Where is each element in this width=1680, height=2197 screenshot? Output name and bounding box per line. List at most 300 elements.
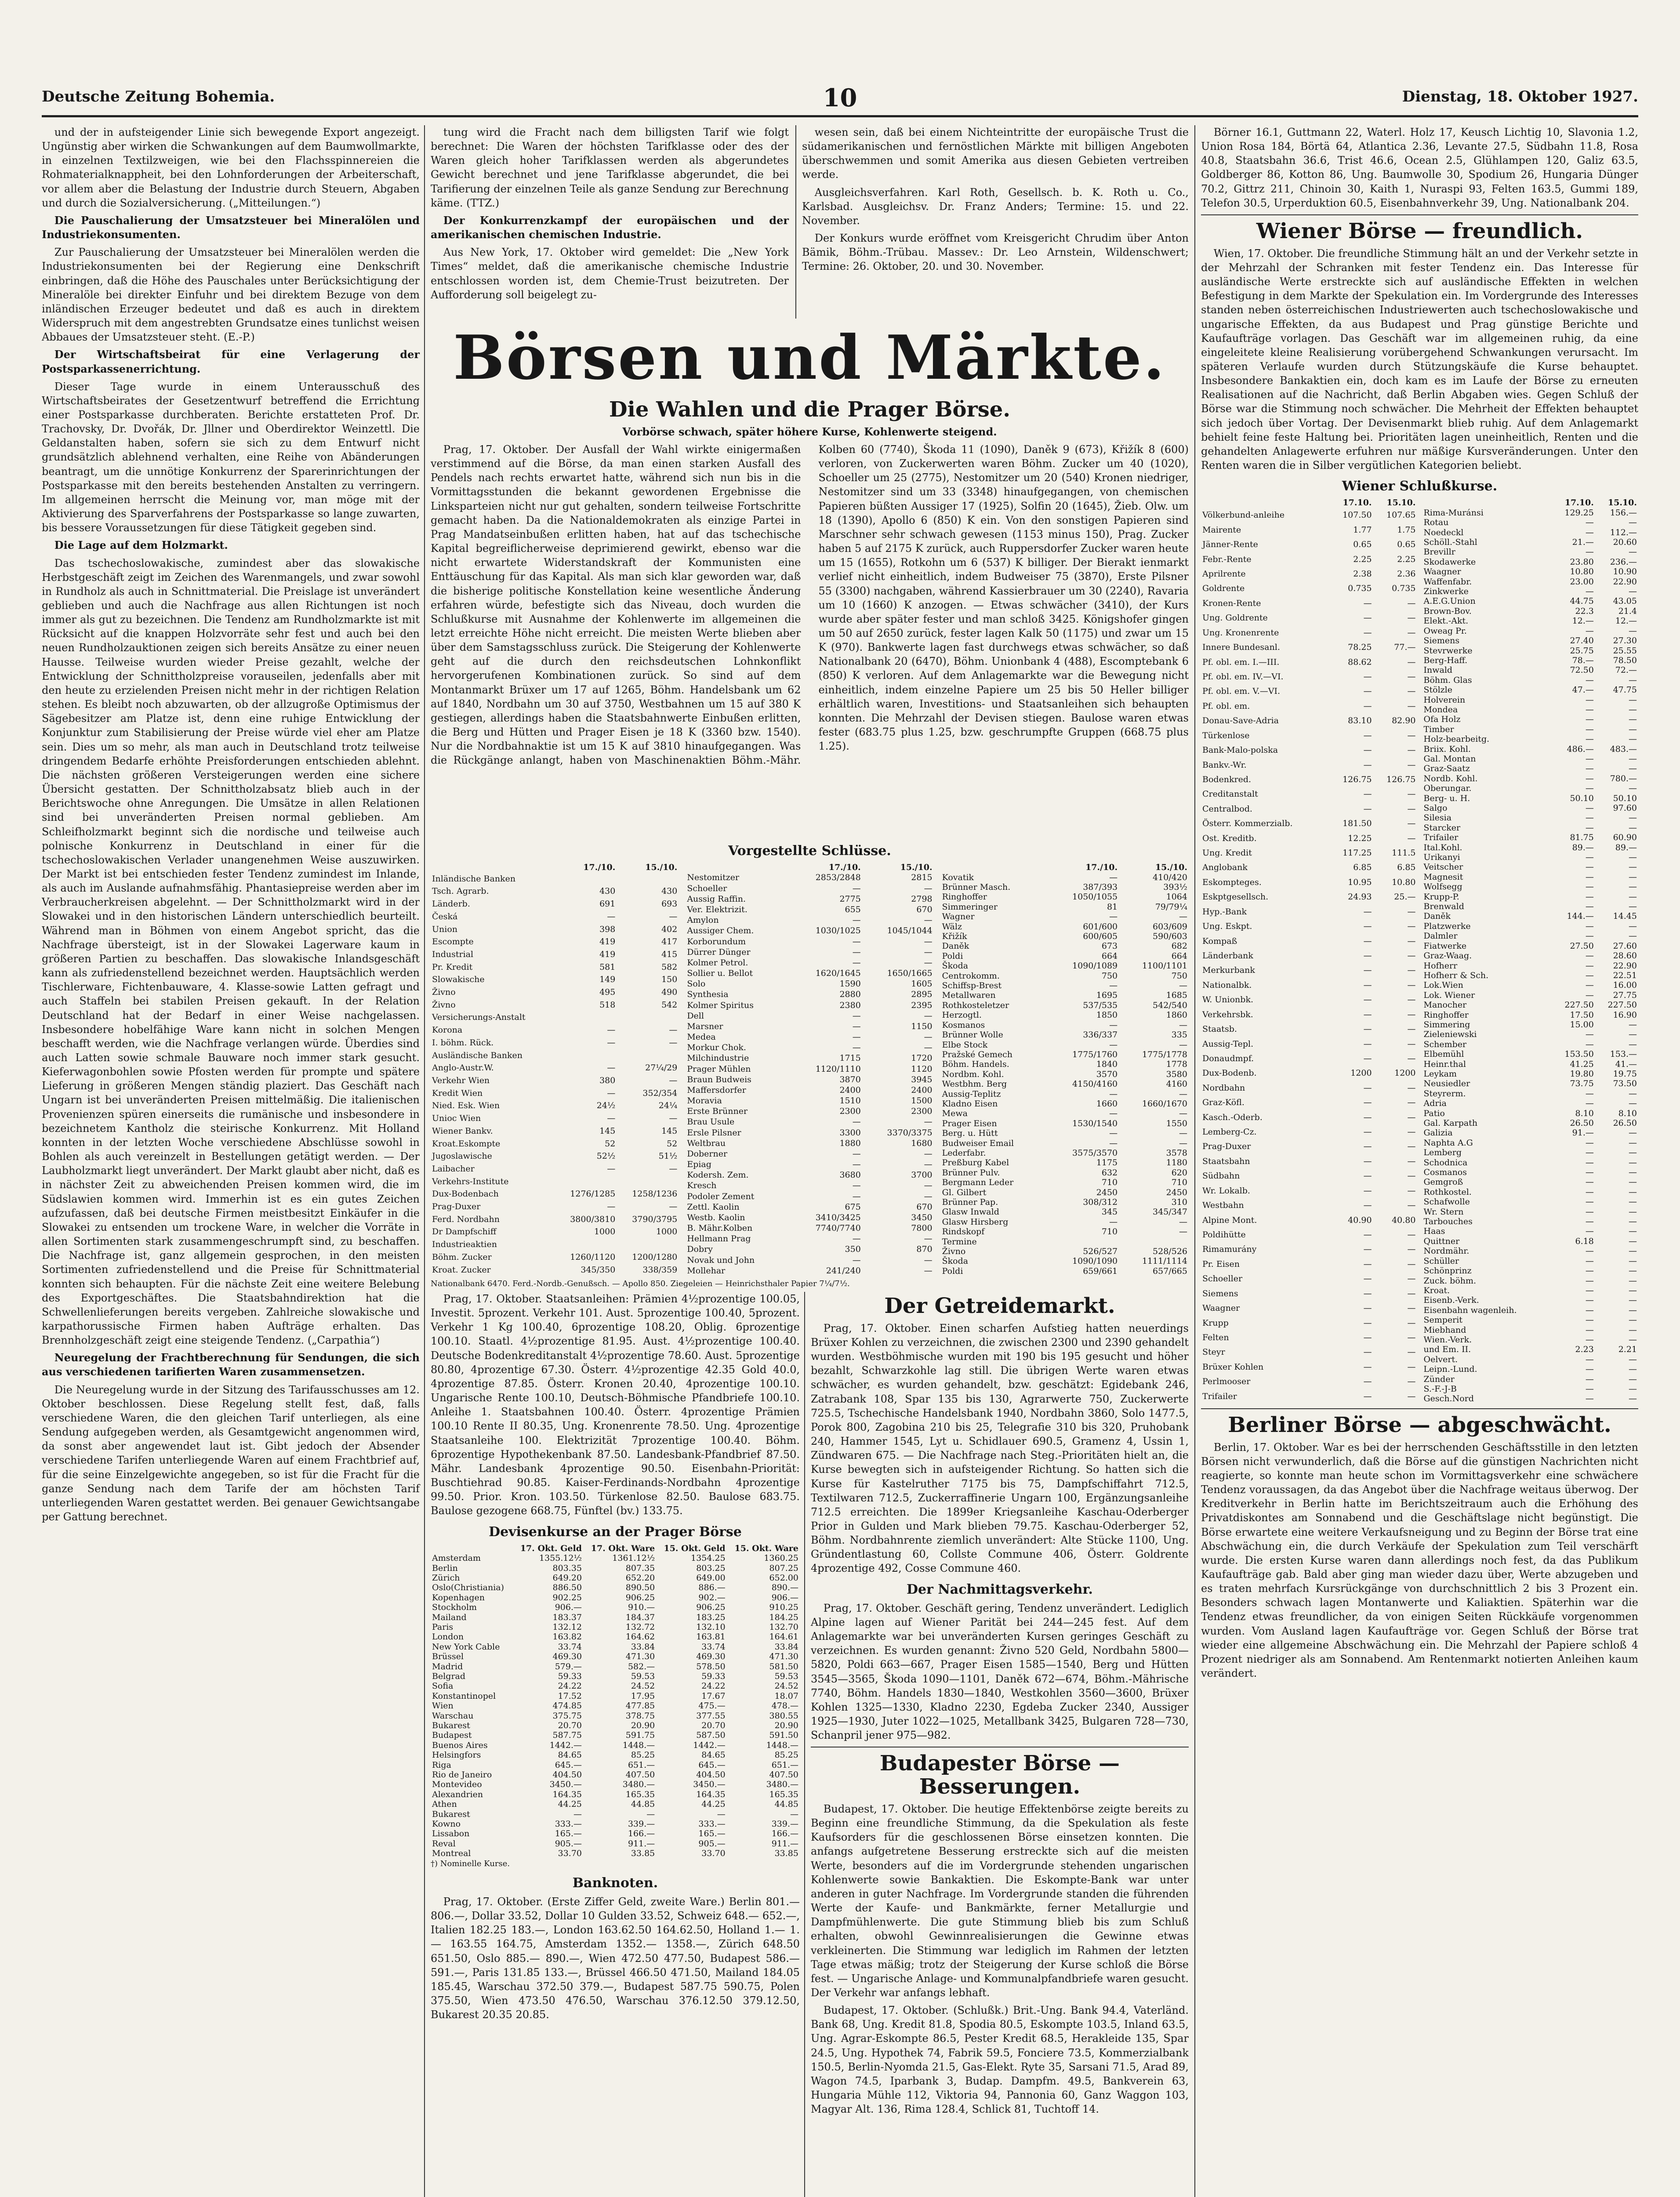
- table-cell: Česká: [432, 911, 458, 921]
- article-text: Börner 16.1, Guttmann 22, Waterl. Holz 17, Keusch Lichtig 10, Slavonia 1.2, Union Rosa 184, Börtä 64, Atlantica 2.36, Levante 27.5, Südbahn 11.8, Rosa 40.8, Staatsbahn 36.6, Trist 46.6, Ocean 2.5, Glühlampen 120, Galiz 63.5, Goldberger 86, Kotton 86, Ung. Baumwolle 30, Spodium 26, Hungaria Dünger 70.2, Gittrz 211, Chinoin 30, Kaith 1, Nuraspi 93, Felten 163.5, Gummi 189, Telefon 30.5, Urperduktion 60.5, Eisenbahnverkehr 39, Ung. Nationalbank 204.: [1201, 126, 1638, 209]
- table-cell: Gesch.Nord: [1423, 1394, 1474, 1404]
- table-cell: —: [852, 1234, 861, 1244]
- devisen-row: [431, 1849, 800, 1858]
- table-cell: 632: [1101, 1167, 1118, 1178]
- table-cell: Kasch.-Oderb.: [1202, 1112, 1263, 1122]
- table-cell: Waffenfabr.: [1423, 576, 1472, 587]
- wien-row: [1422, 1158, 1639, 1167]
- table-cell: Pf. obl. em. IV.—VI.: [1202, 671, 1284, 682]
- wien-row: [1201, 1301, 1417, 1316]
- table-cell: Kovatik: [942, 872, 974, 882]
- wien-row: [1422, 1236, 1639, 1246]
- issue-date: Dienstag, 18. Oktober 1927.: [1402, 88, 1638, 105]
- schluss-row: [686, 1244, 933, 1255]
- schluss-row: [686, 1233, 933, 1244]
- table-cell: Novak und John: [687, 1255, 755, 1265]
- table-cell: 24.93: [1348, 892, 1372, 902]
- table-cell: —: [1629, 1364, 1637, 1374]
- table-cell: Siemens: [1202, 1288, 1238, 1298]
- wien-row: [1201, 1360, 1417, 1374]
- devisen-section: [431, 1292, 800, 2197]
- table-cell: 1200/1280: [632, 1252, 678, 1262]
- table-cell: —: [1407, 980, 1416, 990]
- table-cell: —: [1585, 754, 1594, 764]
- table-cell: 1180: [1166, 1158, 1187, 1168]
- wien-row: [1201, 699, 1417, 713]
- table-cell: 911.—: [628, 1838, 655, 1849]
- table-cell: Korborundum: [687, 936, 746, 946]
- table-cell: —: [1407, 1332, 1416, 1342]
- table-cell: —: [1585, 1256, 1594, 1266]
- table-cell: 10.80: [1392, 877, 1416, 887]
- table-cell: 404.50: [552, 1770, 582, 1780]
- table-cell: 150: [661, 975, 678, 985]
- table-cell: 1685: [1166, 990, 1187, 1001]
- table-cell: —: [669, 1075, 678, 1085]
- wien-row: [1422, 892, 1639, 902]
- schluss-row: [431, 1037, 679, 1049]
- table-cell: 526/527: [1083, 1247, 1118, 1257]
- table-cell: —: [1585, 734, 1594, 744]
- table-cell: —: [669, 1037, 678, 1048]
- table-cell: Riga: [432, 1760, 451, 1770]
- schluss-row: [431, 1112, 679, 1125]
- table-cell: Pf. obl. em. V.—VI.: [1202, 686, 1281, 696]
- table-cell: 906.25: [696, 1602, 726, 1613]
- schluss-row: [431, 973, 679, 986]
- table-cell: Ost. Kreditb.: [1202, 833, 1257, 843]
- table-cell: —: [1585, 1207, 1594, 1217]
- table-cell: —: [1109, 1109, 1118, 1119]
- table-cell: 1695: [1096, 990, 1118, 1001]
- table-cell: 1.75: [1397, 525, 1416, 535]
- table-cell: —: [1407, 1024, 1416, 1034]
- table-cell: Brevillr: [1423, 547, 1455, 557]
- schluss-row: [431, 910, 679, 923]
- table-cell: 1442.—: [693, 1740, 726, 1750]
- table-cell: Anglobank: [1202, 863, 1248, 873]
- table-cell: —: [1363, 1303, 1372, 1313]
- table-cell: Länderb.: [432, 899, 470, 909]
- table-cell: Waagner: [1423, 567, 1461, 577]
- table-cell: —: [852, 915, 861, 925]
- table-cell: 911.—: [771, 1838, 798, 1849]
- table-cell: —: [1629, 1325, 1637, 1335]
- table-cell: 33.84: [631, 1642, 655, 1652]
- table-cell: 1850: [1096, 1010, 1118, 1020]
- table-cell: 40.90: [1348, 1215, 1372, 1225]
- wien-row: [1422, 1355, 1639, 1364]
- table-cell: 25.—: [1394, 892, 1416, 902]
- table-cell: Unioc Wien: [432, 1113, 481, 1124]
- table-cell: —: [669, 1113, 678, 1124]
- table-cell: [617, 1011, 679, 1024]
- wien-row: [1422, 813, 1639, 823]
- table-cell: Donaudmpf.: [1202, 1053, 1254, 1063]
- table-cell: [1049, 1237, 1119, 1247]
- table-cell: 6.85: [1353, 863, 1372, 873]
- wien-row: [1422, 577, 1639, 587]
- table-cell: —: [607, 1202, 616, 1212]
- table-cell: 3580: [1166, 1069, 1187, 1079]
- table-cell: Brünner Pap.: [942, 1197, 998, 1207]
- table-cell: —: [1585, 1138, 1594, 1148]
- table-cell: 419: [599, 937, 616, 947]
- table-cell: Daněk: [1423, 911, 1451, 921]
- wien-row: [1422, 1384, 1639, 1394]
- table-cell: Oslo(Christiania): [432, 1583, 504, 1593]
- wien-row: [1422, 1345, 1639, 1354]
- wien-row: [1422, 1000, 1639, 1010]
- table-cell: 97.60: [1613, 803, 1637, 813]
- devisen-row: [431, 1770, 800, 1780]
- wien-row: [1422, 754, 1639, 764]
- table-cell: 603/609: [1153, 921, 1187, 932]
- table-cell: 2798: [911, 894, 933, 904]
- table-cell: W. Unionbk.: [1202, 995, 1254, 1005]
- table-cell: Semperit: [1423, 1315, 1462, 1325]
- table-cell: —: [1407, 671, 1416, 682]
- table-cell: Zettl. Kaolin: [687, 1202, 740, 1212]
- table-cell: —: [1363, 1112, 1372, 1122]
- table-cell: 2880: [839, 990, 861, 1000]
- table-cell: Nordb. Kohl.: [1423, 773, 1478, 783]
- table-cell: Nied. Esk. Wien: [432, 1101, 500, 1111]
- table-cell: 59.53: [631, 1671, 655, 1681]
- devisen-row: [431, 1829, 800, 1838]
- wien-row: [1201, 1066, 1417, 1080]
- schluss-row: [431, 961, 679, 974]
- table-cell: 132.10: [696, 1622, 726, 1632]
- wien-row: [1422, 1089, 1639, 1098]
- table-cell: —: [1407, 1274, 1416, 1284]
- schluss-row: [686, 1074, 933, 1085]
- table-cell: Daněk: [942, 941, 969, 951]
- table-cell: 333.—: [555, 1819, 582, 1829]
- table-cell: 3700: [911, 1170, 933, 1180]
- wien-row: [1422, 941, 1639, 951]
- schluss-row: [686, 1117, 933, 1128]
- table-cell: Elbemühl: [1423, 1049, 1464, 1059]
- table-cell: 780.—: [1610, 773, 1637, 783]
- wien-row: [1201, 948, 1417, 963]
- schluss-row: [941, 1266, 1189, 1276]
- table-cell: Waagner: [1202, 1303, 1240, 1313]
- table-cell: Lemberg: [1423, 1148, 1462, 1158]
- table-cell: —: [1585, 1217, 1594, 1227]
- table-cell: 380.55: [769, 1711, 798, 1721]
- article-heading: Die Lage auf dem Holzmarkt.: [54, 539, 228, 552]
- table-cell: —: [1585, 1148, 1594, 1158]
- table-cell: —: [1179, 1128, 1187, 1138]
- table-cell: Aussig-Tepl.: [1202, 1039, 1254, 1049]
- table-cell: —: [1629, 1138, 1637, 1148]
- table-cell: 906.—: [771, 1592, 798, 1602]
- table-cell: Ver. Elektrizit.: [687, 904, 747, 914]
- wien-row: [1422, 1335, 1639, 1345]
- page-header: [42, 83, 1638, 110]
- table-cell: Aussiger Chem.: [687, 926, 754, 936]
- table-cell: 1500: [911, 1096, 933, 1106]
- table-cell: —: [1585, 547, 1594, 557]
- table-cell: 620: [1171, 1167, 1187, 1178]
- table-cell: 82.90: [1392, 716, 1416, 726]
- table-cell: Zürich: [432, 1573, 460, 1583]
- table-cell: 78.—: [1572, 655, 1594, 665]
- article-text: Zur Pauschalierung der Umsatzsteuer bei Mineralölen werden die Industriekonsumenten bei der Regierung eine Denkschrift einbringen, daß die Höhe des Pauschales unter Berücksichtigung der Mineralöle bei direkter Einfuhr und bei direktem Bezuge von dem inländischen Erzeuger bedeutet und daß es auch in direktem Widerspruch mit dem angestrebten Grundsatze eines tunlichst weisen Abbaues der Umsatzsteuer steht. (E.-P.): [42, 246, 420, 344]
- table-cell: Jänner-Rente: [1202, 540, 1258, 550]
- wien-row: [1422, 1098, 1639, 1108]
- table-cell: Mewa: [942, 1109, 968, 1119]
- table-cell: —: [1629, 783, 1637, 794]
- table-cell: —: [1585, 626, 1594, 636]
- schluss-row: [431, 1062, 679, 1074]
- table-cell: 902.25: [552, 1592, 582, 1602]
- table-cell: 2380: [839, 1000, 861, 1010]
- table-cell: 890.—: [771, 1583, 798, 1593]
- wien-row: [1201, 860, 1417, 875]
- table-cell: 407.50: [769, 1770, 798, 1780]
- wien-row: [1422, 794, 1639, 803]
- wien-row: [1422, 1374, 1639, 1384]
- wien-row: [1201, 1242, 1417, 1257]
- table-cell: —: [1407, 701, 1416, 711]
- table-cell: 664: [1101, 951, 1118, 961]
- table-cell: 3480.—: [766, 1780, 798, 1790]
- table-cell: 153.50: [1564, 1049, 1594, 1059]
- table-cell: —: [1629, 1148, 1637, 1158]
- table-cell: —: [1363, 745, 1372, 755]
- table-cell: Ferd. Nordbahn: [432, 1214, 500, 1224]
- table-cell: —: [1585, 1088, 1594, 1098]
- table-cell: 126.75: [1386, 774, 1416, 784]
- table-cell: Westbhm. Berg: [942, 1079, 1007, 1089]
- table-cell: Inländische Banken: [432, 874, 516, 884]
- article-text: Berlin, 17. Oktober. War es bei der herrschenden Geschäftsstille in den letzten Börsen nicht verwunderlich, daß die Börse auf die günstigen Nachrichten nicht reagierte, so konnte man heute schon im Vormittagsverkehr eine schwächere Tendenz voraussagen, da das Angebot über die Nachfrage weitaus überwog. Der Kreditverkehr in Berlin hatte im Berichtszeitraum auch die Erhöhung des Privatdiskontes am Sonnabend und die Geschäftslage nicht begünstigt. Die Börse erwartete eine weitere Verkaufsneigung und zu Beginn der Börse trat eine Abschwächung ein, die durch Verkäufe der Spekulation zum Teil verschärft wurde. Die ersten Kurse waren dann allerdings noch fest, da das Publikum Kaufaufträge gab. Bald aber ging man wieder dazu über, Werte abzugeben und es traten mehrfach Kursrückgänge von durchschnittlich 2 bis 3 Prozent ein. Besonders schwach lagen Montanwerte und Kaliaktien. Späterhin war die Tendenz etwas freundlicher, da von einigen Seiten Rückkäufe vorgenommen wurden. Vom Ausland lagen Kaufaufträge vor. Gegen Schluß der Börse trat wieder eine allgemeine Abschwächung ein. Die Mehrzahl der Papiere schloß 4 Prozent niedriger als am Sonnabend. Am Rentenmarkt notierten Anleihen kaum verändert.: [1201, 1441, 1638, 1680]
- wien-row: [1422, 1246, 1639, 1256]
- table-cell: Veitscher: [1423, 862, 1463, 872]
- table-cell: 12.—: [1615, 616, 1637, 626]
- table-cell: Österr. Kommerzialb.: [1202, 819, 1293, 829]
- table-cell: 20.90: [631, 1721, 655, 1730]
- table-cell: Centrokomm.: [942, 971, 1000, 981]
- wien-row: [1422, 990, 1639, 1000]
- wien-row: [1422, 646, 1639, 656]
- wien-row: [1422, 636, 1639, 645]
- table-cell: Mairente: [1202, 525, 1241, 535]
- table-cell: —: [790, 1809, 798, 1819]
- table-cell: Kroat.: [1423, 1285, 1450, 1295]
- schluss-row: [941, 951, 1189, 961]
- table-cell: Mondea: [1423, 704, 1458, 714]
- wien-row: [1201, 904, 1417, 919]
- table-cell: 657/665: [1153, 1266, 1187, 1276]
- table-cell: 910.25: [769, 1602, 798, 1613]
- table-cell: —: [1407, 1391, 1416, 1401]
- table-cell: —: [852, 1160, 861, 1170]
- wien-row: [1422, 567, 1639, 576]
- schluss-row: [941, 1168, 1189, 1178]
- table-cell: Oweag Pr.: [1423, 626, 1467, 636]
- table-cell: —: [924, 1160, 933, 1170]
- wien-row: [1201, 919, 1417, 934]
- table-cell: —: [1629, 1177, 1637, 1187]
- wien-row: [1422, 1187, 1639, 1197]
- table-cell: —: [1363, 613, 1372, 623]
- table-cell: 17.52: [558, 1691, 582, 1701]
- table-title: Vorgestellte Schlüsse.: [728, 843, 891, 859]
- table-cell: —: [852, 1117, 861, 1127]
- table-cell: Adria: [1423, 1098, 1447, 1109]
- wien-row: [1201, 801, 1417, 816]
- table-cell: Wr. Stern: [1423, 1207, 1464, 1217]
- table-cell: —: [1407, 1127, 1416, 1137]
- schluss-row: [686, 1095, 933, 1106]
- wien-row: [1422, 1069, 1639, 1079]
- wien-row: [1422, 685, 1639, 695]
- article-text: Ausgleichsverfahren. Karl Roth, Gesellsch. b. K. Roth u. Co., Karlsbad. Ausgleichsv. Dr. Franz Anders; Termine: 15. und 22. November.: [802, 186, 1189, 227]
- table-cell: 24.22: [701, 1681, 726, 1691]
- article-title: Der Getreidemarkt.: [884, 1294, 1115, 1318]
- wien-row: [1422, 1325, 1639, 1335]
- table-cell: New York Cable: [432, 1642, 500, 1652]
- table-cell: Paris: [432, 1622, 454, 1632]
- table-cell: 807.25: [769, 1563, 798, 1573]
- table-cell: 112.—: [1610, 527, 1637, 537]
- table-cell: —: [607, 911, 616, 921]
- table-cell: —: [1585, 783, 1594, 794]
- schluss-table-left: 17./10. 15./10. Inländische Banken Tsch. Agrarb. 430 430 Länderb. 691 693 Česká — — Union 398 402 Escompte 419 417 Industrial 419 415 Pr. Kredit 581 582 Slowakische 149 150 Živno 495 490 Živno 518 542 Versicherungs-Anstalt Korona — — I. böhm. Rück. — — Ausländische Banken Anglo-Austr.W. — 27¼/29 Verkehr Wien 380 — Kredit Wien — 352/354 Nied. Esk. Wien 24½ 24¼ Unioc Wien — — Wiener Bankv. 145 145 Kroat.Eskompte 52 52 Jugoslawische 52½ 51½ Laibacher — — Verkehrs-Institute Dux-Bodenbach 1276/1285 1258/1236 Prag-Duxer — — Ferd. Nordbahn 3800/3810 3790/3795 Dr Dampfschiff 1000 1000 Industrieaktien Böhm. Zucker 1260/1120 1200/1280 Kroat. Zucker 345/350 338/359: [431, 863, 679, 1276]
- table-cell: —: [1585, 704, 1594, 714]
- table-cell: —: [1629, 1236, 1637, 1246]
- table-cell: Ringhoffer: [1423, 1010, 1469, 1020]
- table-cell: —: [1585, 1226, 1594, 1236]
- table-cell: 10.90: [1613, 567, 1637, 577]
- table-cell: 6.18: [1575, 1236, 1594, 1246]
- table-cell: Naphta A.G: [1423, 1138, 1473, 1148]
- wien-row: [1422, 823, 1639, 833]
- table-cell: 41.—: [1615, 1059, 1637, 1069]
- table-cell: —: [1629, 695, 1637, 705]
- table-cell: Holz-bearbeitg.: [1423, 734, 1490, 744]
- table-cell: 84.65: [701, 1750, 726, 1760]
- table-cell: —: [1407, 804, 1416, 814]
- table-cell: 10.80: [1570, 567, 1594, 577]
- table-cell: Schüller: [1423, 1256, 1459, 1266]
- table-cell: 591.50: [769, 1730, 798, 1740]
- table-cell: 659/661: [1083, 1266, 1118, 1276]
- table-cell: 398: [599, 924, 616, 934]
- table-cell: 17.50: [1570, 1010, 1594, 1020]
- table-cell: —: [1363, 686, 1372, 696]
- table-cell: Febr.-Rente: [1202, 554, 1252, 564]
- table-title: Wiener Schlußkurse.: [1342, 479, 1498, 494]
- schluss-row: [431, 1213, 679, 1226]
- table-cell: 1.77: [1353, 525, 1372, 535]
- table-cell: 153.—: [1610, 1049, 1637, 1059]
- table-cell: Donau-Save-Adria: [1202, 716, 1279, 726]
- table-cell: —: [1407, 936, 1416, 946]
- table-cell: Perlmooser: [1202, 1377, 1251, 1387]
- table-cell: —: [1585, 852, 1594, 863]
- table-cell: —: [1407, 613, 1416, 623]
- table-cell: 673: [1101, 941, 1118, 951]
- table-cell: 645.—: [555, 1760, 582, 1770]
- table-cell: 26.50: [1613, 1118, 1637, 1128]
- table-cell: —: [1629, 547, 1637, 557]
- table-cell: 10.95: [1348, 877, 1372, 887]
- table-cell: Prag-Duxer: [1202, 1142, 1251, 1152]
- wien-row: [1201, 1228, 1417, 1242]
- table-cell: —: [924, 1191, 933, 1201]
- table-cell: —: [1407, 1112, 1416, 1122]
- table-cell: 236.—: [1610, 557, 1637, 567]
- table-cell: I. böhm. Rück.: [432, 1037, 494, 1048]
- wien-row: [1201, 772, 1417, 787]
- devisen-row: [431, 1642, 800, 1652]
- table-cell: 6.85: [1397, 863, 1416, 873]
- devisen-row: [431, 1730, 800, 1740]
- table-cell: Slowakische: [432, 975, 485, 985]
- column-4: [1201, 125, 1638, 2197]
- table-cell: Wälz: [942, 921, 962, 932]
- table-cell: 477.85: [625, 1701, 655, 1711]
- table-cell: 0.65: [1353, 540, 1372, 550]
- schluss-row: [686, 936, 933, 947]
- table-cell: —: [1629, 587, 1637, 597]
- schluss-row: [431, 948, 679, 961]
- table-cell: 339.—: [628, 1819, 655, 1829]
- table-cell: 25.55: [1613, 645, 1637, 656]
- table-cell: —: [1363, 627, 1372, 638]
- table-cell: —: [1629, 862, 1637, 872]
- table-cell: 387/393: [1083, 882, 1118, 892]
- table-cell: Aprilrente: [1202, 569, 1246, 579]
- table-cell: Südbahn: [1202, 1171, 1240, 1181]
- table-cell: —: [1109, 981, 1118, 991]
- schluss-row: [941, 981, 1189, 990]
- wien-row: [1422, 508, 1639, 518]
- table-cell: Schodnica: [1423, 1157, 1468, 1167]
- table-cell: Kowno: [432, 1819, 461, 1829]
- table-cell: Nationalbk.: [1202, 980, 1252, 990]
- table-cell: —: [1585, 872, 1594, 882]
- table-cell: —: [1585, 714, 1594, 725]
- table-cell: 345: [1101, 1207, 1118, 1217]
- table-cell: —: [669, 1025, 678, 1035]
- table-cell: Graz-Saatz: [1423, 764, 1470, 774]
- table-cell: —: [1629, 1226, 1637, 1236]
- wien-row: [1201, 1183, 1417, 1198]
- table-cell: 164.61: [769, 1632, 798, 1642]
- article-text: Aus New York, 17. Oktober wird gemeldet: Die „New York Times“ meldet, daß die amerikanische chemische Industrie entschlossen worden ist, dem Chemie-Trust beizutreten. Der Aufforderung soll beigelegt zu-: [431, 246, 789, 301]
- table-cell: Stölzle: [1423, 685, 1452, 695]
- table-cell: 336/337: [1083, 1030, 1118, 1040]
- table-cell: —: [1629, 813, 1637, 823]
- table-cell: —: [1407, 686, 1416, 696]
- wien-row: [1201, 1051, 1417, 1066]
- table-cell: —: [1585, 675, 1594, 685]
- table-cell: 1590: [839, 979, 861, 989]
- wien-row: [1201, 1007, 1417, 1022]
- table-cell: —: [646, 1809, 655, 1819]
- wien-row: [1201, 552, 1417, 566]
- table-cell: 2775: [839, 894, 861, 904]
- table-cell: 651.—: [771, 1760, 798, 1770]
- table-cell: 3800/3810: [570, 1214, 616, 1224]
- column-1: [42, 125, 420, 2197]
- table-cell: 21.4: [1618, 606, 1637, 616]
